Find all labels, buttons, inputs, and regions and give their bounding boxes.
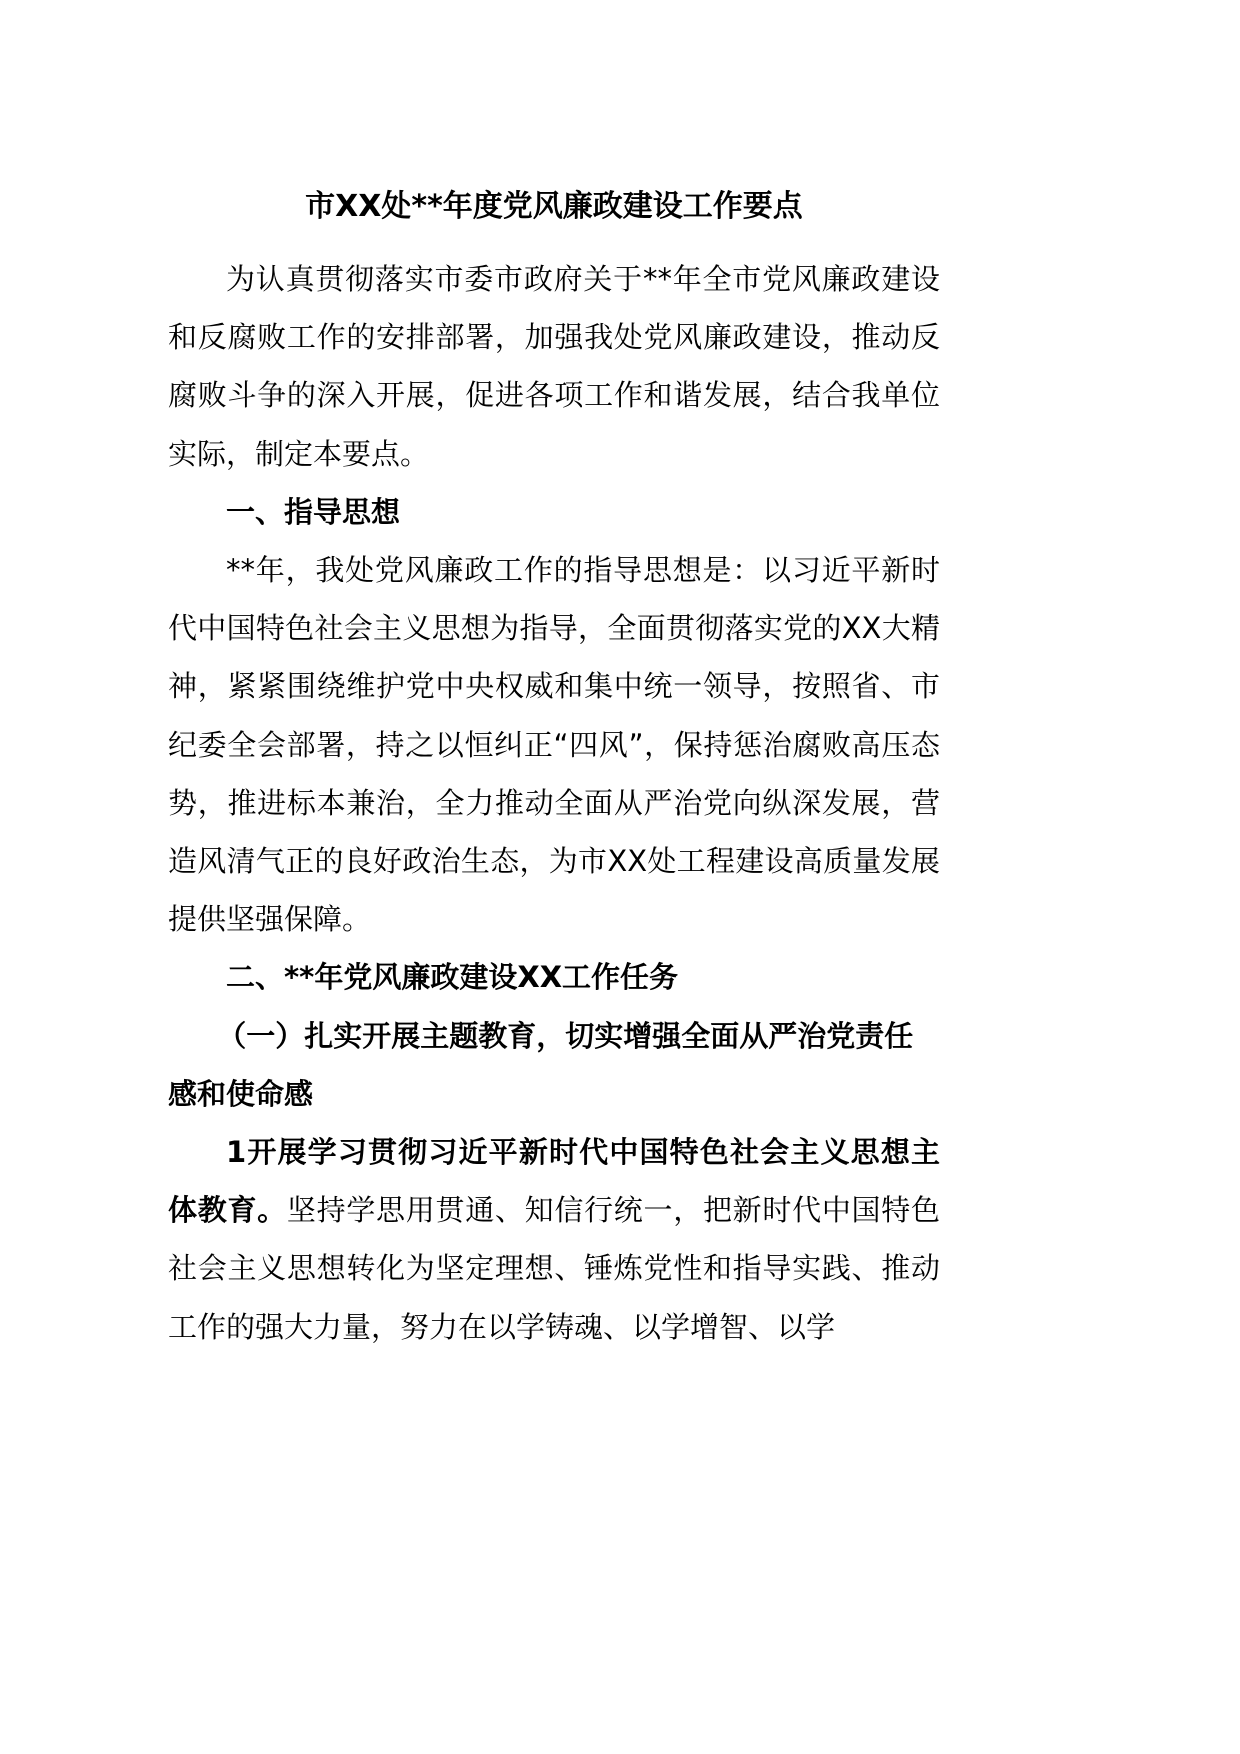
- intro-paragraph: 为认真贯彻落实市委市政府关于**年全市党风廉政建设和反腐败工作的安排部署，加强我处党风廉政建设，推动反腐败斗争的深入开展，促进各项工作和谐发展，结合我单位实际，制定本要点。: [168, 262, 940, 471]
- section-2-heading: 二、**年党风廉政建设XX工作任务: [226, 960, 679, 995]
- item-1-lead: 1开展学习贯彻习近平新时代中国特色社会主义思想主体教育。: [168, 1135, 940, 1228]
- section-1-body: **年，我处党风廉政工作的指导思想是：以习近平新时代中国特色社会主义思想为指导，全面贯彻落实党的XX大精神，紧紧围绕维护党中央权威和集中统一领导，按照省、市纪委全会部署，持之以恒纠正“四风”，保持惩治腐败高压态势，推进标本兼治，全力推动全面从严治党向纵深发展，营造风清气正的良好政治生态，为市XX处工程建设高质量发展提供坚强保障。: [168, 553, 940, 937]
- item-1-paragraph: [168, 1123, 940, 1356]
- subsection-1-heading: （一）扎实开展主题教育，切实增强全面从严治党责任感和使命感: [168, 1018, 914, 1111]
- section-1-heading: 一、指导思想: [226, 494, 401, 529]
- document-page: [168, 178, 940, 1356]
- item-1-body: 坚持学思用贯通、知信行统一，把新时代中国特色社会主义思想转化为坚定理想、锤炼党性和指导实践、推动工作的强大力量，努力在以学铸魂、以学增智、以学: [168, 1193, 940, 1344]
- document-title: 市XX处**年度党风廉政建设工作要点: [305, 189, 803, 224]
